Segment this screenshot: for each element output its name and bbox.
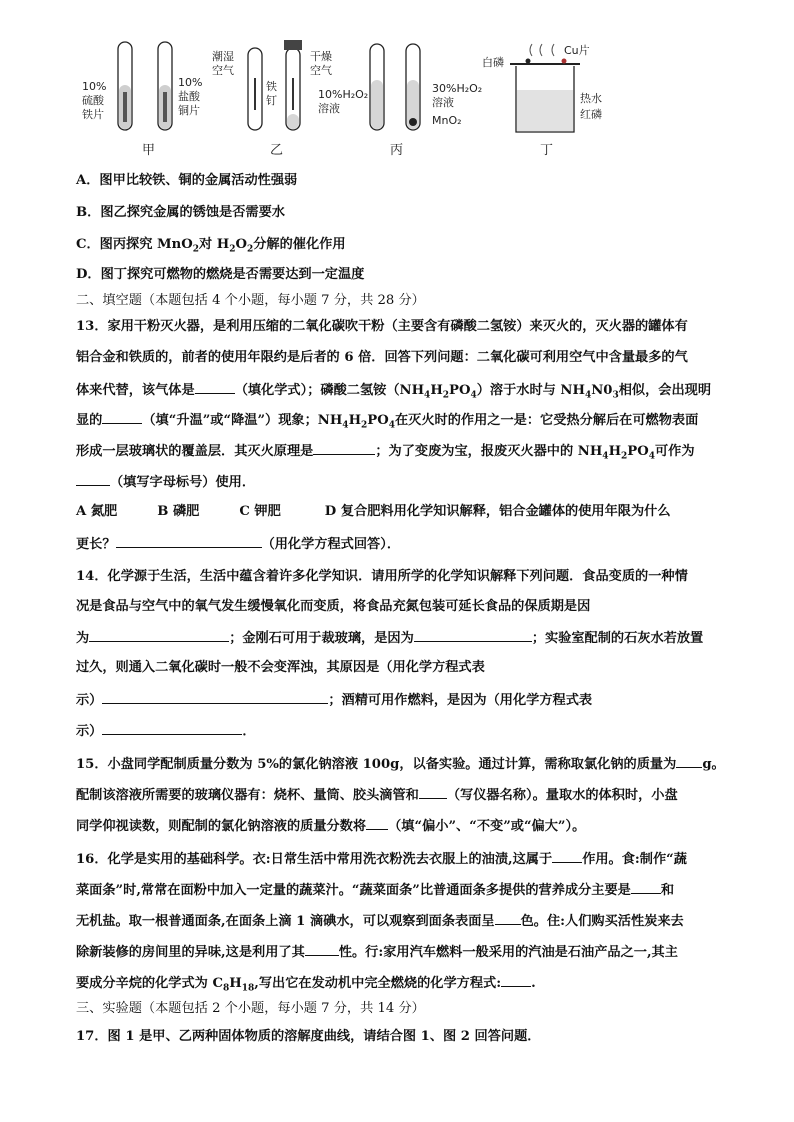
q16-l1-a: 16．化学是实用的基础科学。衣:日常生活中常用洗衣粉洗去衣服上的油渍,这属于 [76,852,553,867]
bing-left-label-1: 10%H₂O₂ [318,88,369,101]
q16-blank-5[interactable] [501,973,531,987]
yi-left-label-1: 潮湿 [212,50,234,63]
yi-mid-label-1: 铁 [266,80,277,93]
option-c-text-1: C．图丙探究 MnO [76,237,193,252]
q16-line-5 [76,973,736,998]
q13-l3-d: PO [449,383,471,398]
q16-blank-4[interactable] [305,942,339,956]
q13-l3-e: ）溶于水时与 NH [476,383,585,398]
q13-line-6 [76,472,736,492]
yi-right-label-2: 空气 [310,64,332,77]
q16-l2-a: 菜面条”时,常常在面粉中加入一定量的蔬菜汁。“蔬菜面条”比普通面条多提供的营养成分主要是 [76,883,631,898]
jia-right-label-3: 铜片 [178,104,200,117]
q13-line-2: 铝合金和铁质的，前者的使用年限约是后者的 6 倍．回答下列问题：二氧化碳可利用空气中含量最多的气 [76,350,688,365]
q14-line-3 [76,628,736,648]
q13-l4-sub-3: 4 [388,420,395,431]
q15-l1-a: 15．小盘同学配制质量分数为 5%的氯化钠溶液 100g，以备实验。通过计算，需称取氯化钠的质量为 [76,757,677,772]
bing-right-label-3: MnO₂ [432,114,462,127]
option-c-text-3: O [235,237,247,252]
ding-label-white-p: 白磷 [482,56,504,69]
q16-l3-a: 无机盐。取一根普通面条,在面条上滴 1 滴碘水，可以观察到面条表面呈 [76,914,495,929]
q13-blank-2[interactable] [102,410,142,424]
experiment-figure [70,30,630,165]
q16-l4-b: 性。行:家用汽车燃料一般采用的汽油是石油产品之一,其主 [338,945,678,960]
q16-blank-3[interactable] [495,911,521,925]
q13-l3-c: H [430,383,443,398]
q16-l5-f: . [531,976,536,991]
ding-label-cu: Cu片 [564,44,590,57]
yi-left-label-2: 空气 [212,64,234,77]
bing-caption: 丙 [390,143,404,158]
q13-opt-b: B 磷肥 [157,504,200,519]
jia-right-label-1: 10% [178,76,203,89]
bing-right-label-2: 溶液 [432,96,454,109]
q13-l4-sub-1: 4 [342,420,349,431]
q14-line-6 [76,721,736,741]
q16-l5-c: H [229,976,242,991]
q13-opt-a: A 氮肥 [76,504,118,519]
q14-l3-c: ；实验室配制的石灰水若放置 [531,631,704,646]
q16-l5-e: ,写出它在发动机中完全燃烧的化学方程式: [254,976,502,991]
q13-line-1: 13．家用干粉灭火器，是利用压缩的二氧化碳吹干粉（主要含有磷酸二氢铵）来灭火的，灭火器的罐体有 [76,319,688,334]
q13-l3-a: 体来代替，该气体是 [76,383,195,398]
q13-l5-sub-3: 4 [648,451,655,462]
q14-l3-a: 为 [76,631,90,646]
q16-blank-1[interactable] [552,849,582,863]
yi-mid-label-2: 钉 [266,94,277,107]
jia-left-label-3: 铁片 [82,108,104,121]
option-a: A．图甲比较铁、铜的金属活动性强弱 [76,173,298,188]
q14-l6-a: 示） [76,724,103,739]
q15-l3-b: （填“偏小”、“不变”或“偏大”）。 [388,819,586,834]
q13-line-3 [76,380,736,405]
q14-blank-1[interactable] [89,628,229,642]
q14-blank-3[interactable] [102,690,328,704]
q15-blank-3[interactable] [366,816,388,830]
q15-line-3 [76,816,736,836]
q13-l8-b: （用化学方程式回答）． [261,537,401,552]
option-c-sub-1: 2 [192,244,199,255]
q16-l2-b: 和 [660,883,675,898]
q16-l5-a: 要成分辛烷的化学式为 C [76,976,223,991]
q15-l2-a: 配制该溶液所需要的玻璃仪器有：烧杯、量筒、胶头滴管和 [76,788,419,803]
q13-l3-f: N0 [591,383,613,398]
ding-caption: 丁 [540,143,554,158]
q15-blank-1[interactable] [676,754,702,768]
q15-line-1 [76,754,736,774]
jia-caption: 甲 [142,143,156,158]
q13-opt-d: D 复合肥料用化学知识解释，铝合金罐体的使用年限为什么 [324,504,671,519]
q13-l5-c: H [608,444,622,459]
q15-line-2 [76,785,736,805]
q13-l4-e: 在灭火时的作用之一是：它受热分解后在可燃物表面 [394,413,699,428]
q14-l6-b: ． [242,724,256,739]
q16-l5-sub-1: 8 [222,983,230,994]
q13-line-7 [76,503,736,521]
q14-line-1: 14．化学源于生活，生活中蕴含着许多化学知识．请用所学的化学知识解释下列问题．食品变质的一种情 [76,569,688,584]
ding-label-red-p: 红磷 [580,108,602,121]
option-b: B．图乙探究金属的锈蚀是否需要水 [76,205,285,220]
q15-l1-b: g。 [702,757,725,772]
q16-line-1 [76,849,736,869]
q13-l5-sub-1: 4 [602,451,609,462]
figure-bing [318,44,482,158]
section-2-heading: 二、填空题（本题包括 4 个小题，每小题 7 分，共 28 分） [76,293,425,308]
q13-l5-sub-2: 2 [621,451,628,462]
q13-l4-sub-2: 2 [361,420,368,431]
q13-blank-4[interactable] [76,472,110,486]
q13-l5-d: PO [627,444,649,459]
q16-line-4 [76,942,736,962]
q13-l4-b: （填“升温”或“降温”）现象；NH [142,413,343,428]
q14-line-2: 况是食品与空气中的氧气发生缓慢氧化而变质，将食品充氮包装可延长食品的保质期是因 [76,599,591,614]
figure-jia [82,42,202,158]
yi-right-label-1: 干燥 [310,50,332,63]
q13-l4-c: H [348,413,362,428]
q13-line-4 [76,410,736,435]
q15-l3-a: 同学仰视读数，则配制的氯化钠溶液的质量分数将 [76,819,367,834]
q13-line-5 [76,441,736,466]
q16-l5-sub-2: 18 [241,983,255,994]
option-c-sub-2: 2 [229,244,236,255]
option-c-text-2: 对 H [198,237,230,252]
q13-blank-5[interactable] [116,534,262,548]
q13-l5-a: 形成一层玻璃状的覆盖层．其灭火原理是 [76,444,314,459]
q14-blank-4[interactable] [102,721,242,735]
q16-line-3 [76,911,736,931]
section-3-heading: 三、实验题（本题包括 2 个小题，每小题 7 分，共 14 分） [76,1001,425,1016]
jia-left-label-2: 硫酸 [82,94,104,107]
q13-l3-sub-3: 4 [470,390,477,401]
q14-l5-a: 示） [76,693,103,708]
q16-blank-2[interactable] [631,880,661,894]
yi-caption: 乙 [270,143,284,158]
option-d: D．图丁探究可燃物的燃烧是否需要达到一定温度 [76,267,365,282]
q16-line-2 [76,880,736,900]
ding-label-hot-water: 热水 [580,92,602,105]
bing-right-label-1: 30%H₂O₂ [432,82,483,95]
q13-l4-d: PO [367,413,389,428]
q13-blank-3[interactable] [313,441,375,455]
q13-line-8 [76,534,736,554]
q13-l3-b: （填化学式）；磷酸二氢铵（NH [234,383,425,398]
q14-line-4: 过久，则通入二氧化碳时一般不会变浑浊，其原因是（用化学方程式表 [76,660,485,675]
q13-opt-c: C 钾肥 [239,504,281,519]
q13-l5-b: ；为了变废为宝，报废灭火器中的 NH [375,444,603,459]
q16-l1-b: 作用。食:制作“蔬 [582,852,687,867]
figure-yi [212,40,332,158]
q13-l4-a: 显的 [76,413,103,428]
q16-l3-b: 色。住:人们购买活性炭来去 [520,914,684,929]
bing-left-label-2: 溶液 [318,102,340,115]
q15-l2-b: （写仪器名称）。量取水的体积时，小盘 [446,788,678,803]
option-c-sub-3: 2 [246,244,254,255]
q15-blank-2[interactable] [419,785,447,799]
q13-l5-e: 可作为 [654,444,695,459]
q14-l3-b: ；金刚石可用于裁玻璃，是因为 [229,631,414,646]
q14-line-5 [76,690,736,710]
q14-blank-2[interactable] [414,628,532,642]
experiment-diagram [70,30,630,165]
q13-l3-sub-1: 4 [424,390,431,401]
option-c [76,236,736,259]
q13-l3-g: 相似，会出现明 [618,383,712,398]
jia-right-label-2: 盐酸 [178,90,200,103]
q17-line-1: 17．图 1 是甲、乙两种固体物质的溶解度曲线，请结合图 1、图 2 回答问题． [76,1029,541,1044]
q14-l5-b: ；酒精可用作燃料，是因为（用化学方程式表 [328,693,593,708]
q13-blank-1[interactable] [195,380,235,394]
q13-l3-sub-5: 3 [612,390,619,401]
q13-l3-sub-2: 2 [442,390,450,401]
q13-l3-sub-4: 4 [584,390,592,401]
q13-l6: （填写字母标号）使用． [110,475,256,490]
figure-ding [482,43,602,158]
q13-l8-a: 更长？ [76,537,116,552]
option-c-text-4: 分解的催化作用 [253,237,346,252]
q16-l4-a: 除新装修的房间里的异味,这是利用了其 [76,945,305,960]
jia-left-label-1: 10% [82,80,107,93]
